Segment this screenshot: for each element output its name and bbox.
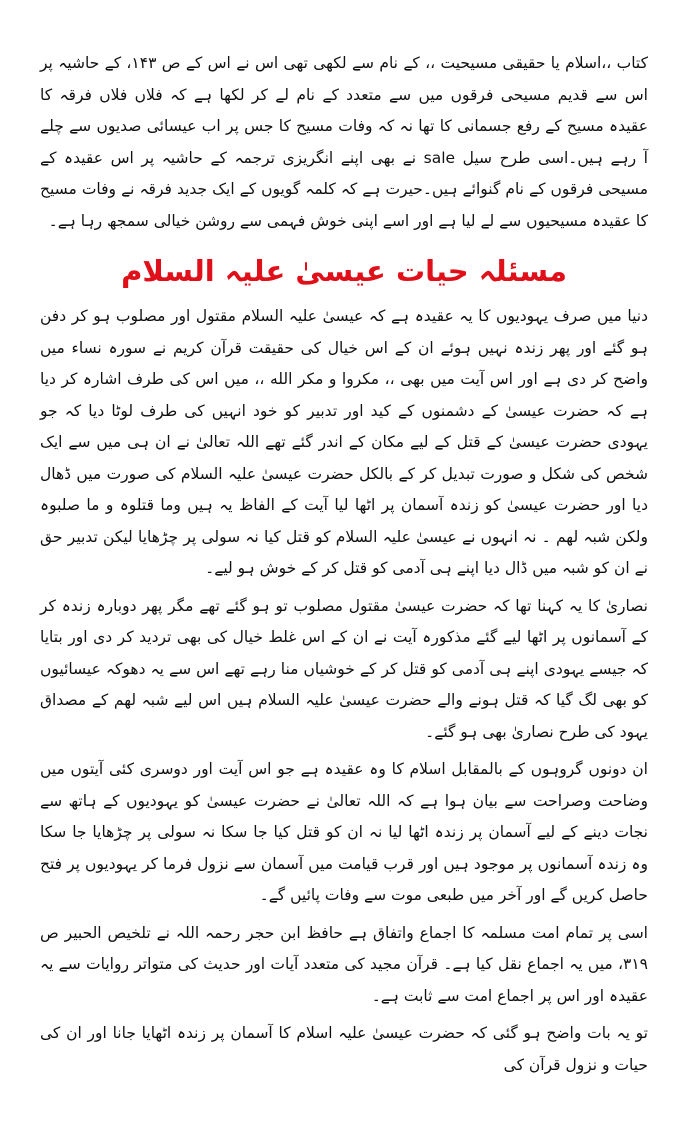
paragraph-2: نصاریٰ کا یہ کہنا تھا کہ حضرت عیسیٰ مقتول مصلوب تو ہو گئے تھے مگر پھر دوبارہ زندہ کر کے آسمانوں پر اٹھا لیے گئے مذکورہ آیت نے ان کے اس غلط خیال کی بھی تردید کر دی اور بتایا کہ جیسے یہودی اپنے ہی آدمی کو قتل کر کے خوشیاں منا رہے تھے اس سے یہ دھوکہ عیسائیوں کو بھی لگ گیا کہ قتل ہونے والے حضرت عیسیٰ علیہ السلام ہیں اس لیے شبہ لھم کے مصداق یہود کی طرح نصاریٰ بھی ہو گئے۔ [40,596,648,741]
intro-paragraph: کتاب ،،اسلام یا حقیقی مسیحیت ،، کے نام سے لکھی تھی اس نے اس کے ص ۱۴۳، کے حاشیہ پر اس سے قدیم مسیحی فرقوں میں سے متعدد کے نام لے کر لکھا ہے کہ فلاں فلاں فرقہ کا عقیدہ مسیح کے رفع جسمانی کا تھا نہ کہ وفات مسیح کا جس پر اب عیسائی صدیوں سے چلے آ رہے ہیں۔اسی طرح سیل sale نے بھی اپنے انگریزی ترجمہ کے حاشیہ پر اس عقیدہ کے مسیحی فرقوں کے نام گنوائے ہیں۔حیرت ہے کہ کلمہ گویوں کے ایک جدید فرقہ نے وفات مسیح کا عقیدہ مسیحیوں سے لے لیا ہے اور اسے اپنی خوش فہمی سے روشن خیالی سمجھ رہا ہے۔ [40,54,648,230]
section-heading: مسئلہ حیات عیسیٰ علیہ السلام [121,254,567,288]
paragraph-4: اسی پر تمام امت مسلمہ کا اجماع واتفاق ہے حافظ ابن حجر رحمہ اللہ نے تلخیص الحبیر ص ۳۱۹، میں یہ اجماع نقل کیا ہے۔ قرآن مجید کی متعدد آیات اور حدیث کی متواتر روایات سے یہ عقیدہ اور اس پر اجماع امت سے ثابت ہے۔ [40,923,648,1005]
book-page [40,48,648,1081]
paragraph-5: تو یہ بات واضح ہو گئی کہ حضرت عیسیٰ علیہ اسلام کا آسمان پر زندہ اٹھایا جانا اور ان کی حیات و نزول قرآن کی [40,1024,648,1074]
paragraph-1: دنیا میں صرف یہودیوں کا یہ عقیدہ ہے کہ عیسیٰ علیہ السلام مقتول اور مصلوب ہو کر دفن ہو گئے اور پھر زندہ نہیں ہوئے ان کے اس خیال کی حقیقت قرآن کریم نے سورہ نساء میں واضح کر دی ہے اور اس آیت میں بھی ،، مکروا و مکر الله ،، میں اس کی طرف اشارہ کر دیا ہے کہ حضرت عیسیٰ کے دشمنوں کے کید اور تدبیر کو خود انہیں کی طرف لوٹا دیا کہ جو یہودی حضرت عیسیٰ کے قتل کے لیے مکان کے اندر گئے تھے اللہ تعالیٰ نے ان ہی میں سے ایک شخص کی شکل و صورت تبدیل کر کے بالکل حضرت عیسیٰ علیہ السلام کی صورت میں ڈھال دیا اور حضرت عیسیٰ کو زندہ آسمان پر اٹھا لیا آیت کے الفاظ یہ ہیں وما قتلوہ و ما صلبوہ ولکن شبہ لھم ۔ نہ انہوں نے عیسیٰ علیہ السلام کو قتل کیا نہ سولی پر چڑھایا لیکن تدبیر حق نے ان کو شبہ میں ڈال دیا اپنے ہی آدمی کو قتل کر کے خوش ہو لیے۔ [40,307,648,577]
paragraph-3: ان دونوں گروہوں کے بالمقابل اسلام کا وہ عقیدہ ہے جو اس آیت اور دوسری کئی آیتوں میں وضاحت وصراحت سے بیان ہوا ہے کہ اللہ تعالیٰ نے حضرت عیسیٰ کو یہودیوں کے ہاتھ سے نجات دینے کے لیے آسمان پر زندہ اٹھا لیا نہ ان کو قتل کیا جا سکا نہ سولی پر چڑھایا جا سکا وہ زندہ آسمانوں پر موجود ہیں اور قرب قیامت میں آسمان سے نزول فرما کر یہودیوں پر فتح حاصل کریں گے اور آخر میں طبعی موت سے وفات پائیں گے۔ [40,760,648,904]
